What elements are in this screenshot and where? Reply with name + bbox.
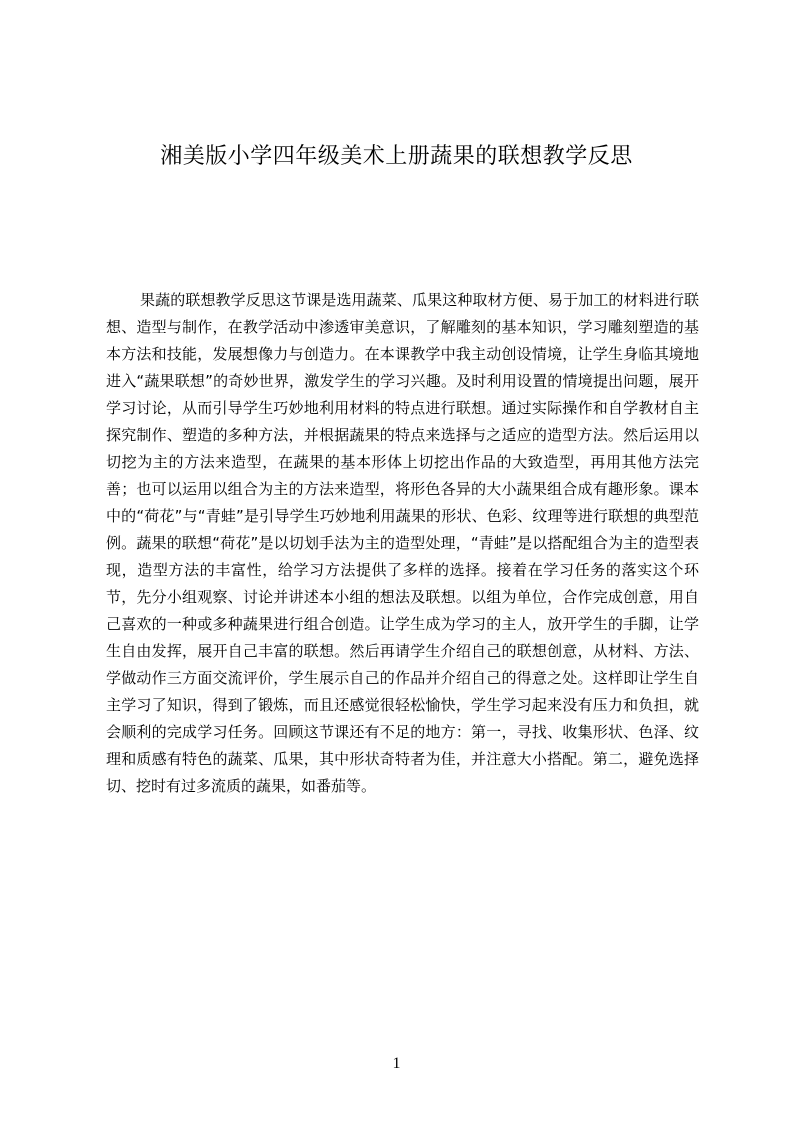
page-number: 1 — [392, 1055, 401, 1072]
document-title: 湘美版小学四年级美术上册蔬果的联想教学反思 — [160, 144, 633, 169]
body-paragraph: 果蔬的联想教学反思这节课是选用蔬菜、瓜果这种取材方便、易于加工的材料进行联想、造型与制作，在教学活动中渗透审美意识，了解雕刻的基本知识，学习雕刻塑造的基本方法和技能，发展想像力与创造力。在本课教学中我主动创设情境，让学生身临其境地进入“蔬果联想”的奇妙世界，激发学生的学习兴趣。及时利用设置的情境提出问题，展开学习讨论，从而引导学生巧妙地利用材料的特点进行联想。通过实际操作和自学教材自主探究制作、塑造的多种方法，并根据蔬果的特点来选择与之适应的造型方法。然后运用以切挖为主的方法来造型，在蔬果的基本形体上切挖出作品的大致造型，再用其他方法完善；也可以运用以组合为主的方法来造型，将形色各异的大小蔬果组合成有趣形象。课本中的“荷花”与“青蛙”是引导学生巧妙地利用蔬果的形状、色彩、纹理等进行联想的典型范例。蔬果的联想“荷花”是以切划手法为主的造型处理，“青蛙”是以搭配组合为主的造型表现，造型方法的丰富性，给学习方法提供了多样的选择。接着在学习任务的落实这个环节，先分小组观察、讨论并讲述本小组的想法及联想。以组为单位，合作完成创意，用自己喜欢的一种或多种蔬果进行组合创造。让学生成为学习的主人，放开学生的手脚，让学生自由发挥，展开自己丰富的联想。然后再请学生介绍自己的联想创意，从材料、方法、学做动作三方面交流评价，学生展示自己的作品并介绍自己的得意之处。这样即让学生自主学习了知识，得到了锻炼，而且还感觉很轻松愉快，学生学习起来没有压力和负担，就会顺利的完成学习任务。回顾这节课还有不足的地方：第一，寻找、收集形状、色泽、纹理和质感有特色的蔬菜、瓜果，其中形状奇特者为佳，并注意大小搭配。第二，避免选择切、挖时有过多流质的蔬果，如番茄等。 — [106, 291, 699, 795]
